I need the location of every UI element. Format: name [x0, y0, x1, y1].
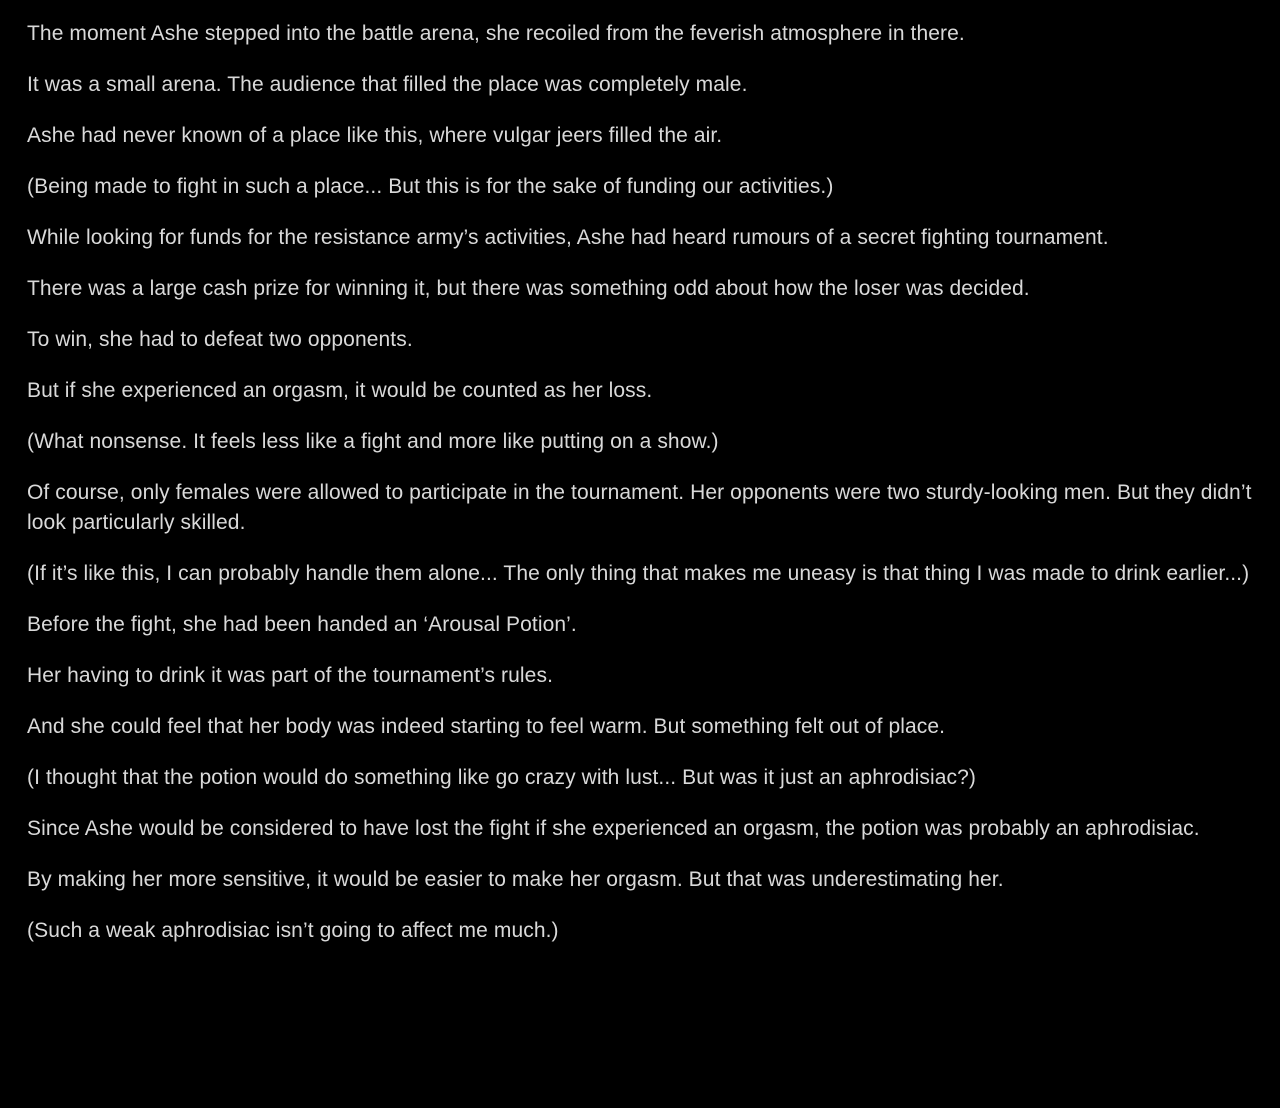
story-paragraph: (Such a weak aphrodisiac isn’t going to affect me much.)	[27, 919, 559, 942]
story-paragraph: By making her more sensitive, it would be easier to make her orgasm. But that was underestimating her.	[27, 868, 1004, 891]
story-paragraph: (I thought that the potion would do something like go crazy with lust... But was it just an aphrodisiac?)	[27, 766, 977, 789]
story-paragraph: It was a small arena. The audience that filled the place was completely male.	[27, 73, 748, 96]
story-paragraph: The moment Ashe stepped into the battle arena, she recoiled from the feverish atmosphere in there.	[27, 22, 965, 45]
story-paragraph: There was a large cash prize for winning it, but there was something odd about how the loser was decided.	[27, 277, 1030, 300]
story-paragraph: Her having to drink it was part of the tournament’s rules.	[27, 664, 554, 687]
story-paragraph: Since Ashe would be considered to have lost the fight if she experienced an orgasm, the potion was probably an aphrodisiac.	[27, 817, 1200, 840]
story-paragraph: To win, she had to defeat two opponents.	[27, 328, 413, 351]
story-paragraph: While looking for funds for the resistance army’s activities, Ashe had heard rumours of a secret fighting tournament.	[27, 226, 1109, 249]
story-paragraph: (Being made to fight in such a place... But this is for the sake of funding our activities.)	[27, 175, 834, 198]
story-paragraph: Ashe had never known of a place like this, where vulgar jeers filled the air.	[27, 124, 723, 147]
story-paragraph: But if she experienced an orgasm, it would be counted as her loss.	[27, 379, 653, 402]
story-paragraph: (What nonsense. It feels less like a fight and more like putting on a show.)	[27, 430, 719, 453]
story-paragraph: (If it’s like this, I can probably handle them alone... The only thing that makes me uneasy is that thing I was made to drink earlier...)	[27, 562, 1250, 585]
story-paragraph: And she could feel that her body was indeed starting to feel warm. But something felt out of place.	[27, 715, 946, 738]
story-text	[27, 19, 1264, 946]
story-paragraph: Before the fight, she had been handed an ‘Arousal Potion’.	[27, 613, 577, 636]
story-paragraph: Of course, only females were allowed to participate in the tournament. Her opponents were two sturdy-looking men. But they didn’t look particularly skilled.	[27, 481, 1252, 534]
